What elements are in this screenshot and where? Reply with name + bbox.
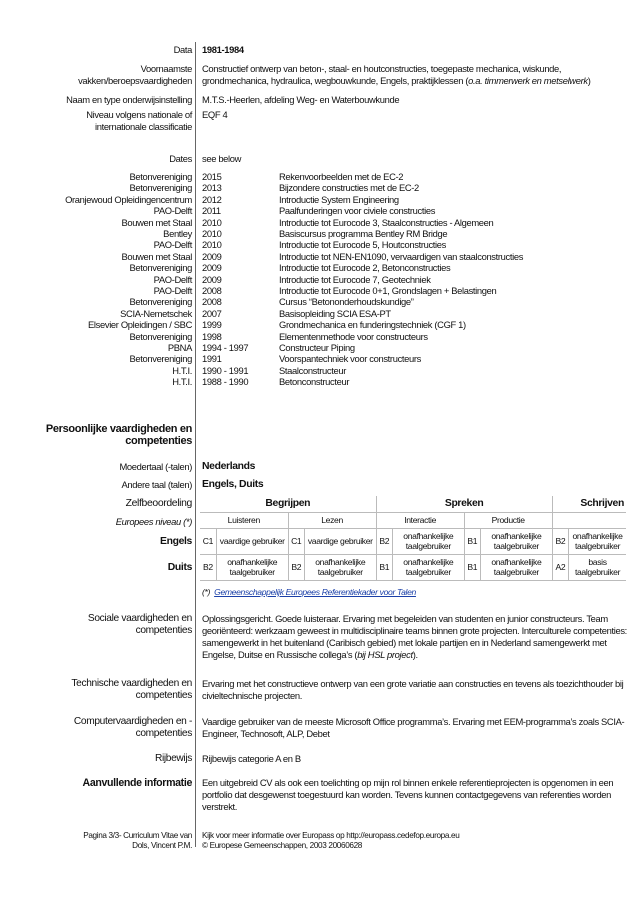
other-languages-value: Engels, Duits [202, 479, 264, 490]
social-skills-value: Oplossingsgericht. Goede luisteraar. Ervaring met begeleiden van studenten en junior constructeurs. Team georiënteerd: werkzaam geweest in multidisciplinaire teams binnen grote projecten. Interculturele competenties: samengewerkt in het buitenland (Caribisch gebied) met lokale partijen en in Nederland samengewerkt met Engelse, Duitse en Russische collega’s (bij HSL project). [202, 613, 627, 660]
course-title: Betonconstructeur [279, 376, 350, 388]
mother-tongue-value: Nederlands [202, 461, 256, 472]
course-year: 1990 - 1991 [202, 364, 249, 376]
license-label: Rijbewijs [154, 753, 192, 764]
dates-value: 1981-1984 [202, 44, 244, 55]
course-year: 2009 [202, 250, 222, 262]
course-organization: Betonvereniging [129, 262, 192, 274]
course-title: Grondmechanica en funderingstechniek (CGF 1) [279, 319, 466, 331]
german-label: Duits [167, 562, 192, 573]
course-year: 2009 [202, 262, 222, 274]
footer-left: Pagina 3/3- Curriculum Vitae van Dols, Vincent P.M. [83, 831, 192, 850]
course-year: 1998 [202, 330, 222, 342]
course-title: Introductie tot Eurocode 0+1, Grondslagen + Belastingen [279, 285, 497, 296]
level-code: B2 [200, 554, 216, 580]
level-code: B1 [376, 554, 392, 580]
course-organization: PAO-Delft [153, 239, 192, 251]
courses-dates-value: see below [202, 153, 242, 164]
course-organization: SCIA-Nemetschek [120, 307, 192, 319]
course-row [0, 365, 638, 377]
self-assessment-label: Zelfbeoordeling [125, 498, 192, 509]
header-writing: Schrijven [552, 496, 626, 512]
course-organization: Betonvereniging [129, 182, 192, 194]
footer-right [202, 831, 627, 851]
level-code: A2 [552, 554, 568, 580]
column-divider [195, 42, 196, 847]
course-year: 2013 [202, 182, 222, 194]
language-table [200, 496, 626, 581]
dates-label: Data [173, 44, 192, 55]
course-title: Introductie tot Eurocode 2, Betonconstructies [279, 262, 451, 274]
course-row [0, 285, 638, 297]
course-row [0, 217, 638, 229]
course-year: 1994 - 1997 [202, 342, 249, 353]
course-title: Introductie System Engineering [279, 193, 399, 205]
subheader-interaction: Interactie [376, 512, 464, 528]
course-year: 2009 [202, 273, 222, 285]
other-languages-label: Andere taal (talen) [121, 479, 192, 490]
extra-info-value: Een uitgebreid CV als ook een toelichting op mijn rol binnen enkele referentieprojecten is opgenomen in een portfolio dat desgewenst toegestuurd kan worden. Tevens kunnen contactgegevens van referenties worden verstrekt. [202, 777, 614, 812]
course-row [0, 319, 638, 331]
computer-skills-label: Computervaardigheden en - competenties [73, 716, 192, 739]
course-organization: PAO-Delft [153, 285, 192, 296]
course-organization: Betonvereniging [129, 353, 192, 365]
course-title: Basiscursus programma Bentley RM Bridge [279, 228, 448, 239]
mother-tongue-label: Moedertaal (-talen) [119, 461, 192, 472]
header-understanding: Begrijpen [200, 496, 376, 512]
technical-skills-label: Technische vaardigheden en competenties [71, 678, 192, 701]
extra-info-label: Aanvullende informatie [82, 777, 192, 789]
course-title: Staalconstructeur [279, 364, 347, 376]
subheader-reading: Lezen [288, 512, 376, 528]
course-title: Bijzondere constructies met de EC-2 [279, 182, 419, 194]
course-year: 2007 [202, 307, 222, 319]
footer-copyright: © Europese Gemeenschappen, 2003 20060628 [202, 841, 363, 850]
course-title: Introductie tot Eurocode 5, Houtconstructies [279, 239, 446, 251]
footnote: (*) Gemeenschappelijk Europees Referentiekader voor Talen [202, 587, 416, 597]
course-row [0, 342, 638, 354]
course-title: Constructeur Piping [279, 342, 355, 353]
technical-skills-value: Ervaring met het constructieve ontwerp van een grote variatie aan constructies en tevens als toezichthouder bij civieltechnische projecten. [202, 678, 624, 701]
subjects-value: Constructief ontwerp van beton-, staal- en houtconstructies, toegepaste mechanica, wiskunde, grondmechanica, hydraulica, wegbouwkunde, Engels, praktijklessen (o.a. timmerwerk en metselwerk) [202, 63, 591, 86]
course-row [0, 296, 638, 308]
course-row [0, 171, 638, 183]
course-year: 2008 [202, 296, 222, 308]
level-description: onafhankelijke taalgebruiker [216, 554, 288, 580]
course-year: 2015 [202, 171, 222, 182]
course-title: Introductie tot NEN-EN1090, vervaardigen van staalconstructies [279, 250, 524, 262]
subheader-listening: Luisteren [200, 512, 288, 528]
course-organization: Bouwen met Staal [121, 216, 192, 228]
course-year: 1991 [202, 353, 222, 365]
level-code: C1 [288, 528, 304, 554]
course-year: 2008 [202, 285, 222, 296]
level-description: vaardige gebruiker [216, 528, 288, 554]
course-organization: PAO-Delft [153, 273, 192, 285]
course-organization: Betonvereniging [129, 330, 192, 342]
german-row [200, 554, 626, 580]
header-speaking: Spreken [376, 496, 552, 512]
european-level-label: Europees niveau (*) [115, 516, 192, 527]
level-description: onafhankelijke taalgebruiker [304, 554, 376, 580]
courses-dates-label: Dates [169, 153, 192, 164]
course-organization: Bouwen met Staal [121, 250, 192, 262]
course-title: Introductie tot Eurocode 7, Geotechniek [279, 273, 431, 285]
course-year: 2010 [202, 216, 222, 228]
course-title: Basisopleiding SCIA ESA-PT [279, 307, 391, 319]
course-year: 2010 [202, 228, 222, 239]
course-row [0, 205, 638, 217]
course-title: Introductie tot Eurocode 3, Staalconstructies - Algemeen [279, 216, 494, 228]
course-row [0, 194, 638, 206]
course-organization: Elsevier Opleidingen / SBC [88, 319, 192, 331]
social-skills-label: Sociale vaardigheden en competenties [87, 613, 192, 636]
level-code: B2 [376, 528, 392, 554]
subheader-production: Productie [464, 512, 552, 528]
course-row [0, 308, 638, 320]
course-organization: PAO-Delft [153, 205, 192, 217]
english-row [200, 528, 626, 554]
level-code: B1 [464, 554, 480, 580]
course-title: Rekenvoorbeelden met de EC-2 [279, 171, 404, 182]
course-title: Voorspantechniek voor constructeurs [279, 353, 422, 365]
course-organization: Betonvereniging [129, 296, 192, 308]
level-description: onafhankelijke taalgebruiker [392, 528, 464, 554]
english-label: Engels [160, 536, 192, 547]
footer-europass-info: Kijk voor meer informatie over Europass op http://europass.cedefop.europa.eu [202, 831, 460, 840]
course-year: 1988 - 1990 [202, 376, 249, 388]
level-description: basis taalgebruiker [569, 554, 626, 580]
level-code: B2 [552, 528, 568, 554]
course-row [0, 262, 638, 274]
level-code: B1 [464, 528, 480, 554]
course-title: Elementenmethode voor constructeurs [279, 330, 428, 342]
level-description: onafhankelijke taalgebruiker [392, 554, 464, 580]
course-organization: H.T.I. [172, 376, 192, 388]
level-code: C1 [200, 528, 216, 554]
course-row [0, 331, 638, 343]
level-value: EQF 4 [202, 109, 228, 120]
course-organization: Oranjewoud Opleidingencentrum [65, 193, 192, 205]
course-title: Cursus “Betononderhoudskundige” [279, 296, 414, 308]
level-label: Niveau volgens nationale of internationale classificatie [86, 109, 192, 132]
course-row [0, 274, 638, 286]
level-description: onafhankelijke taalgebruiker [569, 528, 626, 554]
computer-skills-value: Vaardige gebruiker van de meeste Microsoft Office programma’s. Ervaring met EEM-programma’s zoals SCIA-Engineer, Technosoft, ALP, Debet [202, 716, 625, 739]
subjects-label: Voornaamste vakken/beroepsvaardigheden [78, 63, 192, 86]
subheader-writing [552, 512, 626, 528]
course-row [0, 251, 638, 263]
course-organization: PBNA [167, 342, 192, 353]
license-value: Rijbewijs categorie A en B [202, 753, 301, 764]
course-organization: Bentley [163, 228, 192, 239]
course-organization: Betonvereniging [129, 171, 192, 182]
course-year: 2010 [202, 239, 222, 251]
institution-value: M.T.S.-Heerlen, afdeling Weg- en Waterbouwkunde [202, 94, 400, 105]
cefr-link[interactable]: Gemeenschappelijk Europees Referentiekader voor Talen [214, 587, 416, 597]
course-year: 2012 [202, 193, 222, 205]
course-row [0, 239, 638, 251]
institution-label: Naam en type onderwijsinstelling [66, 94, 192, 105]
course-row [0, 353, 638, 365]
course-row [0, 182, 638, 194]
level-description: vaardige gebruiker [304, 528, 376, 554]
personal-heading: Persoonlijke vaardigheden en competenties [45, 423, 192, 447]
course-row [0, 376, 638, 388]
level-description: onafhankelijke taalgebruiker [481, 528, 553, 554]
level-description: onafhankelijke taalgebruiker [481, 554, 553, 580]
course-title: Paalfunderingen voor civiele constructies [279, 205, 436, 217]
level-code: B2 [288, 554, 304, 580]
course-year: 1999 [202, 319, 222, 331]
course-organization: H.T.I. [172, 364, 192, 376]
course-row [0, 228, 638, 240]
course-year: 2011 [202, 205, 221, 217]
